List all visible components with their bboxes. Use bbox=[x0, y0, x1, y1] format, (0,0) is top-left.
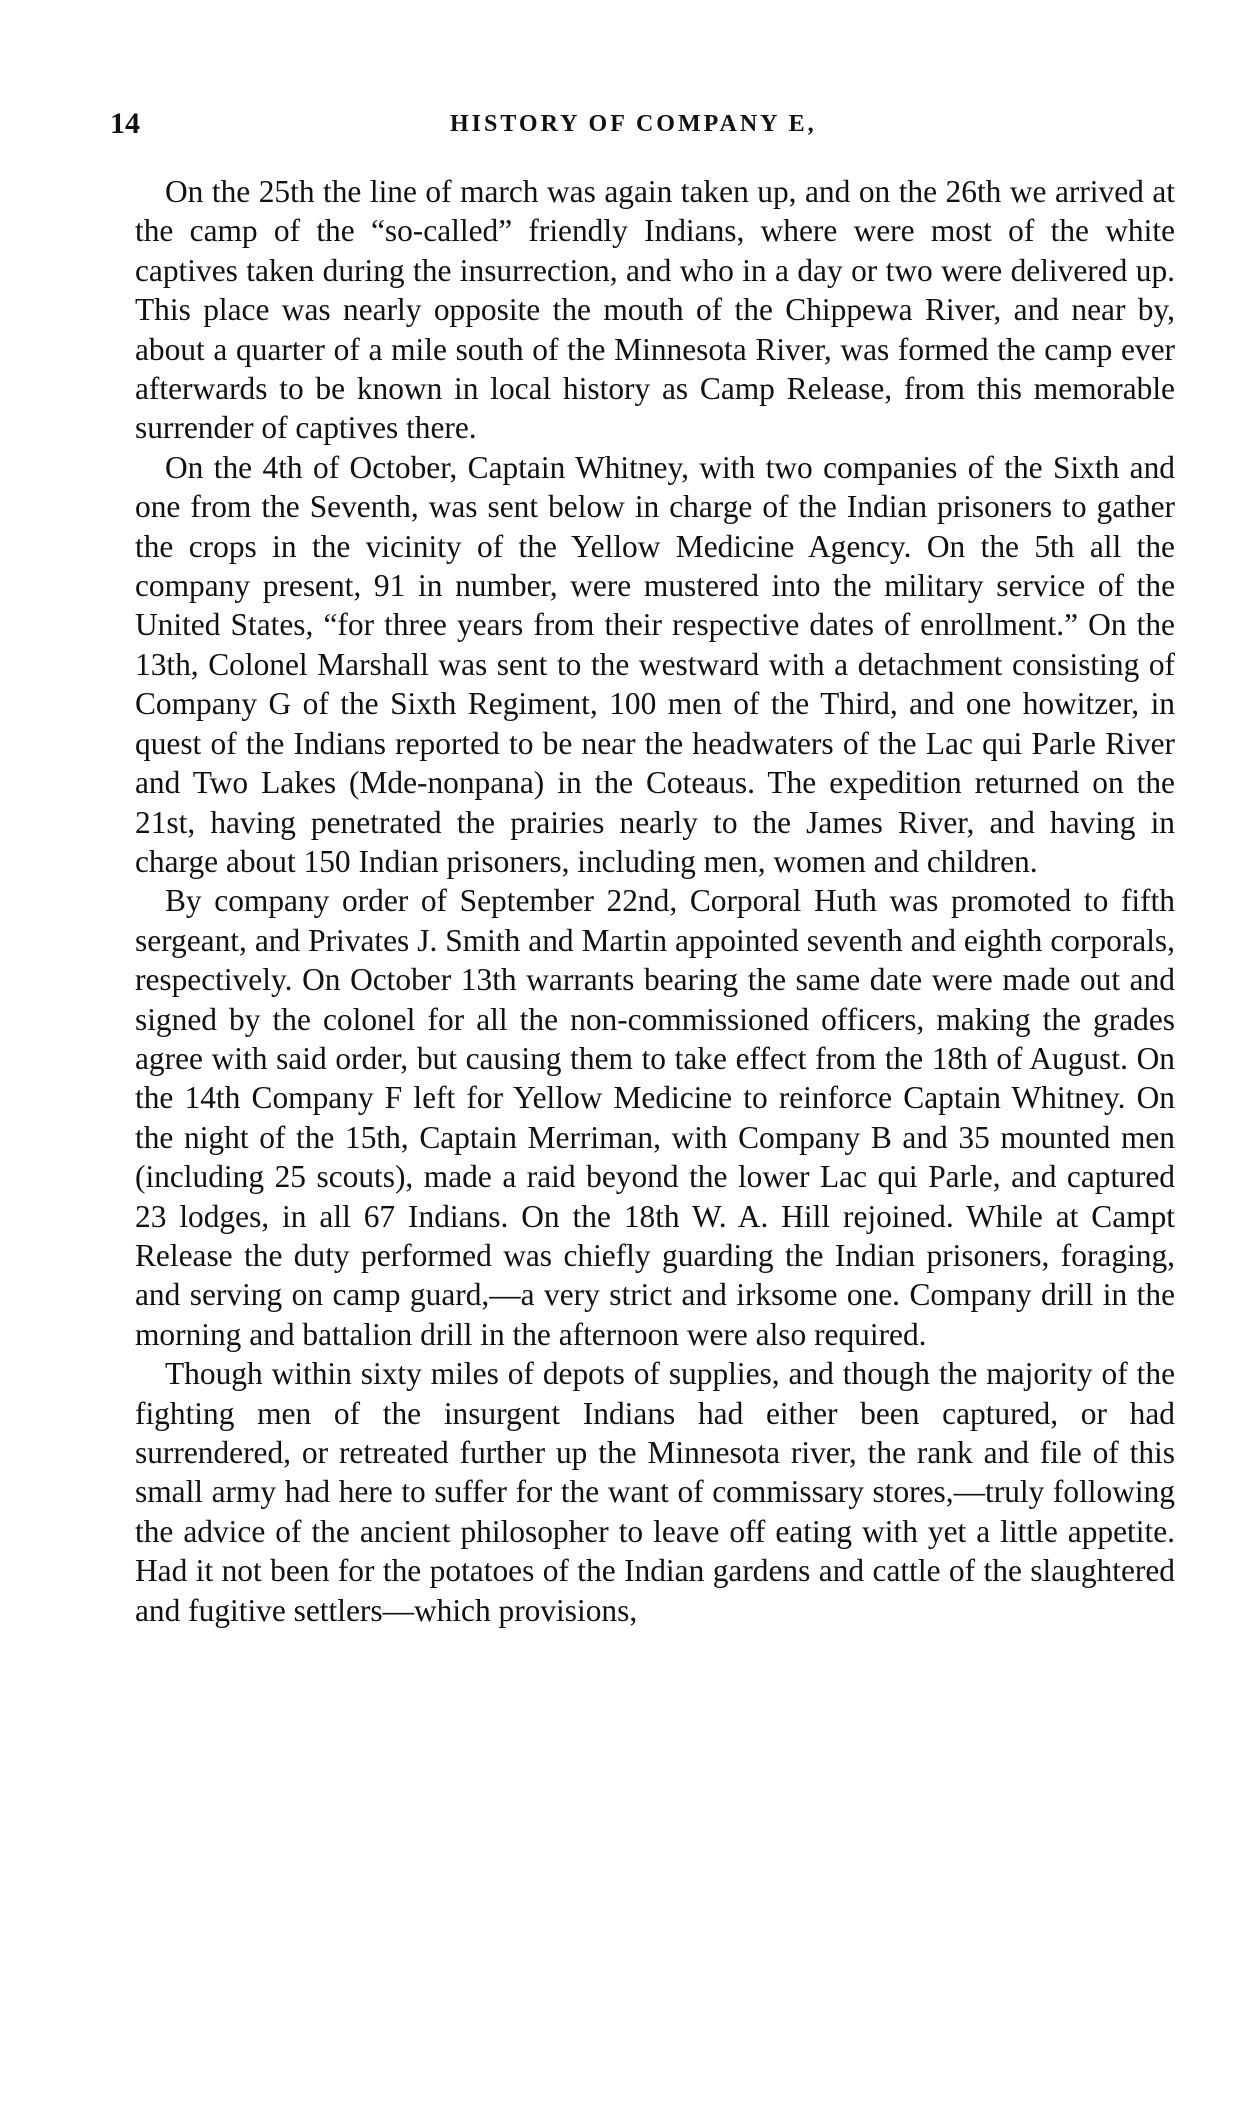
page-number: 14 bbox=[110, 107, 140, 140]
paragraph-supplies: Though within sixty miles of depots of supplies, and though the majority of the fighting men of the insurgent Indians had either been captured, or had surrendered, or retreated further up the Minnesota river, the rank and file of this small army had here to suffer for the want of commissary stores,—truly following the advice of the ancient philosopher to leave off eating with yet a little appetite. Had it not been for the potatoes of the Indian gardens and cattle of the slaughtered and fugitive settlers—which provisions, bbox=[135, 1356, 1175, 1628]
paragraph-camp-release: On the 25th the line of march was again taken up, and on the 26th we arrived at the camp of the “so-called” friendly Indians, where were most of the white captives taken during the insurrection, and who in a day or two were delivered up. This place was nearly opposite the mouth of the Chippewa River, and near by, about a quarter of a mile south of the Minnesota River, was formed the camp ever afterwards to be known in local history as Camp Release, from this memorable surrender of captives there. bbox=[135, 174, 1175, 446]
page-header bbox=[110, 104, 1190, 144]
body-text bbox=[135, 172, 1175, 1630]
paragraph-company-orders: By company order of September 22nd, Corporal Huth was promoted to fifth sergeant, and Privates J. Smith and Martin appointed seventh and eighth corporals, respectively. On October 13th warrants bearing the same date were made out and signed by the colonel for all the non-commissioned officers, making the grades agree with said order, but causing them to take effect from the 18th of August. On the 14th Company F left for Yellow Medicine to reinforce Captain Whitney. On the night of the 15th, Captain Merriman, with Company B and 35 mounted men (including 25 scouts), made a raid beyond the lower Lac qui Parle, and captured 23 lodges, in all 67 Indians. On the 18th W. A. Hill rejoined. While at Campt Release the duty performed was chiefly guarding the Indian prisoners, foraging, and serving on camp guard,—a very strict and irksome one. Company drill in the morning and battalion drill in the afternoon were also required. bbox=[135, 883, 1175, 1352]
running-head: HISTORY OF COMPANY E, bbox=[450, 111, 817, 137]
paragraph-october-events: On the 4th of October, Captain Whitney, with two companies of the Sixth and one from the Seventh, was sent below in charge of the Indian prisoners to gather the crops in the vicinity of the Yellow Medicine Agency. On the 5th all the company present, 91 in number, were mustered into the military service of the United States, “for three years from their respective dates of enrollment.” On the 13th, Colonel Marshall was sent to the westward with a detachment consisting of Company G of the Sixth Regiment, 100 men of the Third, and one howitzer, in quest of the Indians reported to be near the headwaters of the Lac qui Parle River and Two Lakes (Mde-nonpana) in the Coteaus. The expedition returned on the 21st, having penetrated the prairies nearly to the James River, and having in charge about 150 Indian prisoners, including men, women and children. bbox=[135, 449, 1175, 879]
